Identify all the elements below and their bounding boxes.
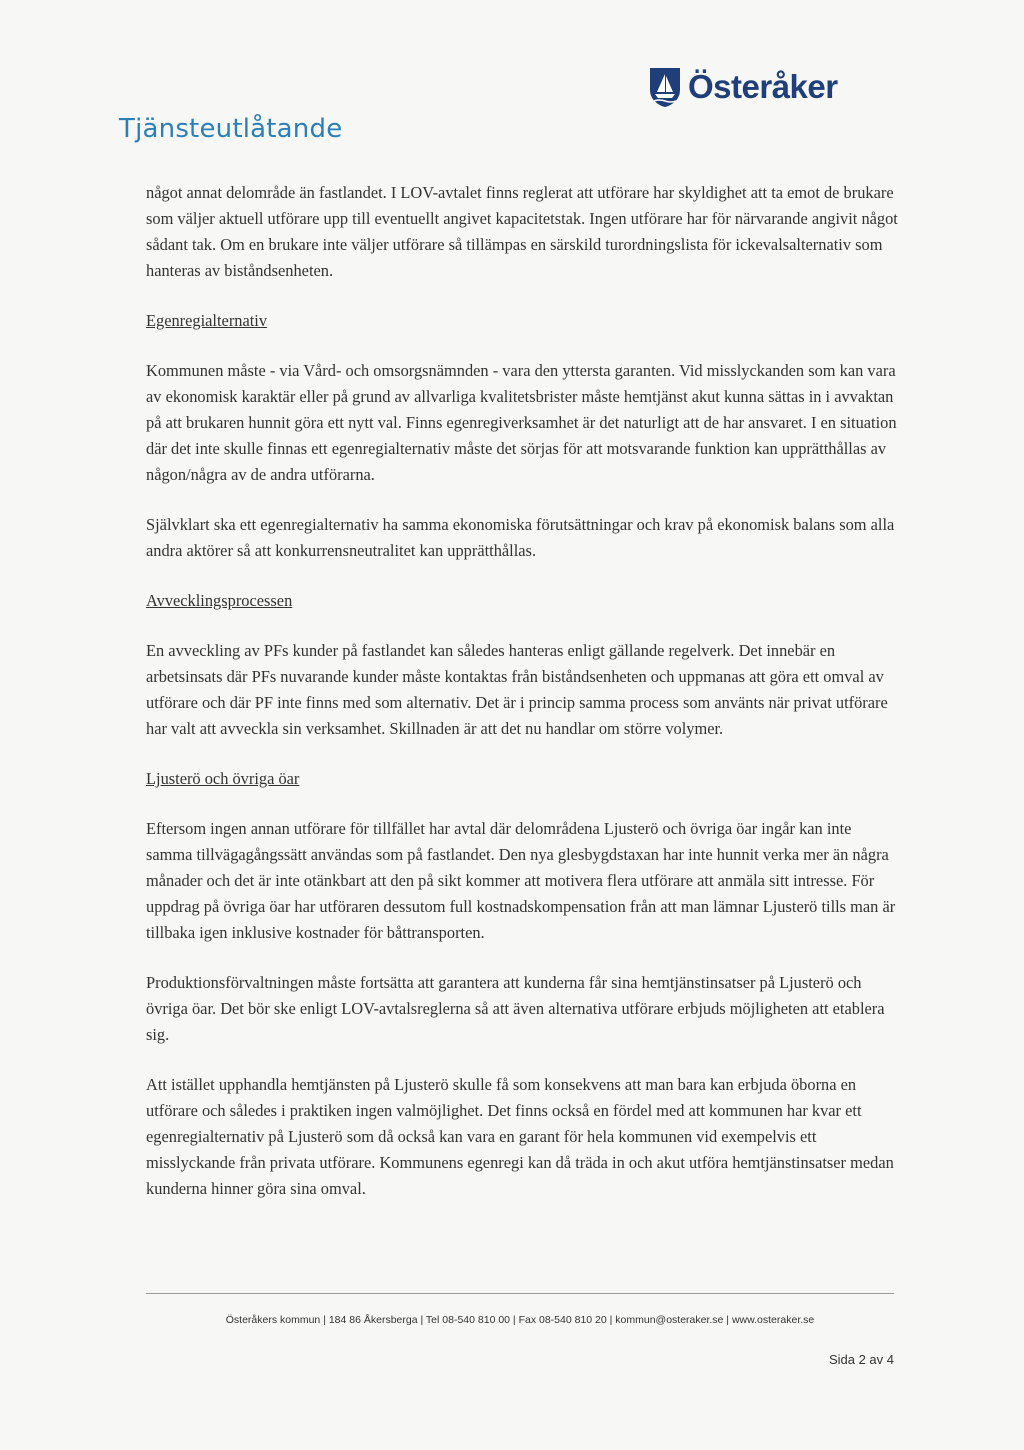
section-paragraph: Kommunen måste - via Vård- och omsorgsnämnden - vara den yttersta garanten. Vid misslyckanden som kan vara av ekonomisk karaktär eller på grund av allvarliga kvalitetsbrister måste hemtjänst akut kunna sättas in i avvaktan på att brukaren hunnit göra ett nytt val. Finns egenregiverksamhet är det naturligt att de har ansvaret. I en situation där det inte skulle finnas ett egenregialternativ måste det sörjas för att motsvarande funktion kan upprätthållas av någon/några av de andra utförarna. — [146, 361, 897, 484]
page-number: Sida 2 av 4 — [828, 1352, 894, 1367]
section-heading-ljustero: Ljusterö och övriga öar — [146, 769, 300, 788]
footer-contact: Österåkers kommun | 184 86 Åkersberga | Tel 08-540 810 00 | Fax 08-540 810 20 | kommun@osteraker.se | www.osteraker.se — [225, 1314, 815, 1326]
logo-wordmark: Österåker — [688, 68, 838, 105]
document-type-title: Tjänsteutlåtande — [119, 114, 343, 144]
section-heading-avvecklingsprocessen: Avvecklingsprocessen — [146, 591, 293, 610]
section-heading-egenregialternativ: Egenregialternativ — [146, 311, 268, 330]
intro-paragraph: något annat delområde än fastlandet. I LOV-avtalet finns reglerat att utförare har skyldighet att ta emot de brukare som väljer aktuell utförare upp till eventuellt angivet kapacitetstak. Ingen utförare har för närvarande angivit något sådant tak. Om en brukare inte väljer utförare så tillämpas en särskild turordningslista för ickevalsalternativ som hanteras av biståndsenheten. — [146, 183, 898, 280]
document-body — [146, 180, 898, 1226]
section-paragraph: Att istället upphandla hemtjänsten på Ljusterö skulle få som konsekvens att man bara kan erbjuda öborna en utförare och således i praktiken ingen valmöjlighet. Det finns också en fördel med att kommunen har kvar ett egenregialternativ på Ljusterö som då också kan vara en garant för hela kommunen vid exempelvis ett misslyckande från privata utförare. Kommunens egenregi kan då träda in och akut utföra hemtjänstinsatser medan kunderna hinner göra sina omval. — [146, 1075, 894, 1198]
section-paragraph: Produktionsförvaltningen måste fortsätta att garantera att kunderna får sina hemtjänstinsatser på Ljusterö och övriga öar. Det bör ske enligt LOV-avtalsreglerna så att även alternativa utförare erbjuds möjligheten att etablera sig. — [146, 973, 885, 1044]
municipal-shield-icon — [648, 66, 682, 108]
footer-divider — [146, 1293, 894, 1294]
osteraker-logo — [648, 66, 838, 108]
section-paragraph: Självklart ska ett egenregialternativ ha samma ekonomiska förutsättningar och krav på ekonomisk balans som alla andra aktörer så att konkurrensneutralitet kan upprätthållas. — [146, 515, 895, 560]
section-paragraph: En avveckling av PFs kunder på fastlandet kan således hanteras enligt gällande regelverk. Det innebär en arbetsinsats där PFs nuvarande kunder måste kontaktas från biståndsenheten och uppmanas att göra ett omval av utförare och där PF inte finns med som alternativ. Det är i princip samma process som använts när privat utförare har valt att avveckla sin verksamhet. Skillnaden är att det nu handlar om större volymer. — [146, 641, 888, 738]
section-paragraph: Eftersom ingen annan utförare för tillfället har avtal där delområdena Ljusterö och övriga öar ingår kan inte samma tillvägagångssätt användas som på fastlandet. Den nya glesbygdstaxan har inte hunnit verka mer än några månader och det är inte otänkbart att den på sikt kommer att motivera flera utförare att anmäla sitt intresse. För uppdrag på övriga öar har utföraren dessutom full kostnadskompensation från att man lämnar Ljusterö tills man är tillbaka igen inklusive kostnader för båttransporten. — [146, 819, 896, 942]
